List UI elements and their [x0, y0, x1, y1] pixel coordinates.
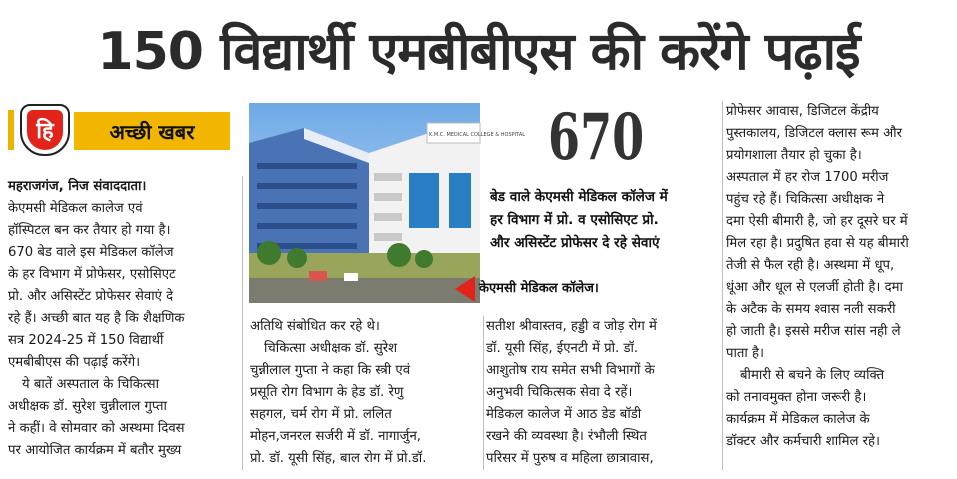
article-column-2 [250, 316, 482, 470]
text-line: प्रोफेसर आवास, डिजिटल केंद्रीय [726, 104, 879, 119]
text-line: चुन्नीलाल गुप्ता ने कहा कि स्त्री एवं [250, 363, 411, 378]
text-line: पहुंच रहे हैं। चिकित्सा अधीक्षक ने [726, 192, 885, 207]
photo-caption [455, 276, 643, 302]
text-line: प्रयोगशाला तैयार हो चुका है। [726, 148, 862, 163]
section-badge [8, 104, 230, 156]
highlight-box [490, 186, 726, 255]
hospital-building-image [249, 103, 526, 303]
dateline: महराजगंज, निज संवाददाता। [8, 179, 147, 194]
text-line: अनुभवी चिकित्सक सेवा दे रहें। [486, 385, 633, 400]
text-line: बीमारी से बचने के लिए व्यक्ति [740, 368, 885, 383]
newspaper-logo-icon [20, 104, 70, 156]
text-line: सतीश श्रीवास्तव, हड्डी व जोड़ रोग में [486, 319, 657, 334]
article-column-4 [726, 101, 948, 453]
text-line: मेडिकल कालेज में आठ डेड बॉडी [486, 407, 642, 422]
text-line: डॉ. यूसी सिंह, ईएनटी में प्रो. डॉ. [486, 341, 639, 356]
caption-text: केएमसी मेडिकल कॉलेज। [479, 281, 599, 296]
highlight-line: बेड वाले केएमसी मेडिकल कॉलेज में [490, 189, 668, 205]
text-line: धूंआ और धूल से एलर्जी होती है। दमा [726, 280, 903, 295]
text-line: कार्यक्रम में मेडिकल कालेज के [726, 412, 870, 427]
highlight-line: और असिस्टेंट प्रोफेसर दे रहे सेवाएं [490, 235, 660, 251]
column-divider [483, 316, 484, 470]
text-line: पुस्तकालय, डिजिटल क्लास रूम और [726, 126, 902, 141]
column-divider [722, 101, 723, 470]
text-line: ये बातें अस्पताल के चिकित्सा [22, 377, 160, 392]
text-line: तेजी से फैल रही है। अस्थमा में धूप, [726, 258, 895, 273]
badge-label: अच्छी खबर [74, 112, 230, 150]
text-line: परिसर में पुरुष व महिला छात्रावास, [486, 451, 654, 466]
text-line: डॉक्टर और कर्मचारी शामिल रहे। [726, 434, 880, 449]
logo-glyph: हि [27, 110, 63, 150]
text-line: एमबीबीएस की पढ़ाई करेंगे। [8, 355, 141, 370]
text-line: के अटैक के समय श्वास नली सकरी [726, 302, 896, 317]
highlight-line: हर विभाग में प्रो. व एसोसिएट प्रो. [490, 212, 659, 228]
text-line: प्रो. डॉ. यूसी सिंह, बाल रोग में प्रो.डॉ. [250, 451, 427, 466]
text-line: सहगल, चर्म रोग में प्रो. ललित [250, 407, 392, 422]
text-line: केएमसी मेडिकल कालेज एवं [8, 201, 143, 216]
column-divider [242, 176, 243, 470]
text-line: पर आयोजित कार्यक्रम में बतौर मुख्य [8, 443, 182, 458]
caption-arrow-icon [455, 276, 475, 302]
article-column-3 [486, 316, 720, 470]
text-line: के हर विभाग में प्रोफेसर, एसोसिएट [8, 267, 176, 282]
hospital-photo [249, 103, 526, 303]
text-line: हॉस्पिटल बन कर तैयार हो गया है। [8, 223, 171, 238]
headline: 150 विद्यार्थी एमबीबीएस की करेंगे पढ़ाई [97, 21, 860, 82]
text-line: ने कहीं। वे सोमवार को अस्थमा दिवस [8, 421, 185, 436]
highlight-number: 670 [548, 100, 645, 175]
text-line: अधीक्षक डॉ. सुरेश चुन्नीलाल गुप्ता [8, 399, 167, 414]
text-line: दमा ऐसी बीमारी है, जो हर दूसरे घर में [726, 214, 908, 229]
text-line: अस्पताल में हर रोज 1700 मरीज [726, 170, 889, 185]
text-line: प्रसूति रोग विभाग के हेड डॉ. रेणु [250, 385, 404, 400]
building-sign-text: K.M.C. MEDICAL COLLEGE & HOSPITAL [429, 132, 526, 138]
text-line: अतिथि संबोधित कर रहे थे। [250, 319, 380, 334]
text-line: 670 बेड वाले इस मेडिकल कॉलेज [8, 245, 174, 260]
text-line: हो जाती है। इससे मरीज सांस नही ले [726, 324, 901, 339]
text-line: रखने की व्यवस्था है। रंभौली स्थित [486, 429, 647, 444]
text-line: चिकित्सा अधीक्षक डॉ. सुरेश [264, 341, 398, 356]
text-line: प्रो. और असिस्टेंट प्रोफेसर सेवाएं दे [8, 289, 174, 304]
text-line: पाता है। [726, 346, 765, 361]
text-line: मोहन,जनरल सर्जरी में डॉ. नागार्जुन, [250, 429, 421, 444]
text-line: मिल रहा है। प्रदुषित हवा से यह बीमारी [726, 236, 909, 251]
text-line: को तनावमुक्त होना जरूरी है। [726, 390, 867, 405]
text-line: सत्र 2024-25 में 150 विद्यार्थी [8, 333, 164, 348]
badge-accent-bar [8, 110, 14, 150]
text-line: आशुतोष राय समेत सभी विभागों के [486, 363, 655, 378]
article-column-1 [8, 176, 234, 462]
text-line: रहे हैं। अच्छी बात यह है कि शैक्षणिक [8, 311, 185, 326]
